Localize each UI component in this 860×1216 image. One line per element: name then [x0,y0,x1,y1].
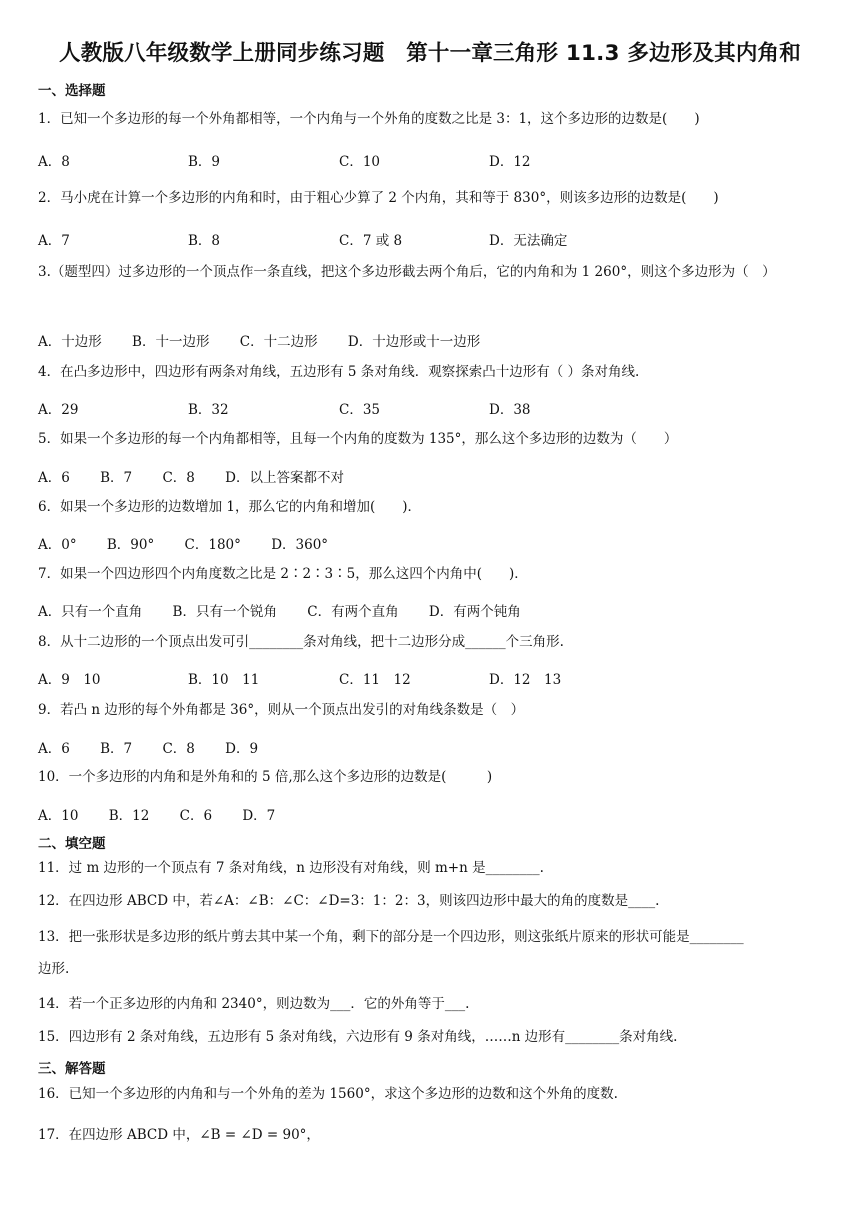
question-4: 4．在凸多边形中，四边形有两条对角线，五边形有 5 条对角线．观察探索凸十边形有（ ）条对角线. [38,364,640,380]
option-b: B．7 [100,470,133,486]
option-c: C．十二边形 [239,334,318,350]
option-d: D．12 13 [489,672,562,688]
option-b: B．9 [188,154,221,170]
option-c: C．8 [162,741,195,757]
question-10: 10．一个多边形的内角和是外角和的 5 倍,那么这个多边形的边数是( ) [38,769,493,785]
question-6-options [38,533,354,553]
option-b: B．12 [108,808,150,824]
question-15: 15．四边形有 2 条对角线，五边形有 5 条对角线，六边形有 9 条对角线，……n 边形有________条对角线. [38,1029,678,1045]
option-c: C．6 [179,808,213,824]
option-c: C．8 [162,470,195,486]
question-13: 13．把一张形状是多边形的纸片剪去其中某一个角，剩下的部分是一个四边形，则这张纸片原来的形状可能是________ [38,929,744,945]
option-d: D．9 [225,741,259,757]
option-b: B．10 11 [188,672,260,688]
option-c: C．有两个直角 [307,604,399,620]
option-a: A．只有一个直角 [38,604,143,620]
option-a: A．6 [38,741,70,757]
option-a: A．9 10 [38,672,101,688]
question-8: 8．从十二边形的一个顶点出发可引________条对角线，把十二边形分成______个三角形. [38,634,564,650]
question-9: 9．若凸 n 边形的每个外角都是 36°，则从一个顶点出发引的对角线条数是（ ） [38,702,525,718]
question-5: 5．如果一个多边形的每一个内角都相等，且每一个内角的度数为 135°，那么这个多边形的边数为（ ） [38,431,678,447]
option-d: D．360° [271,537,329,553]
option-a: A．0° [38,537,77,553]
question-9-options [38,737,284,757]
question-6: 6．如果一个多边形的边数增加 1，那么它的内角和增加( )． [38,499,422,515]
option-a: A．7 [38,233,70,249]
section-heading-answer: 三、解答题 [38,1061,106,1077]
option-b: B．8 [188,233,221,249]
option-d: D．38 [489,402,531,418]
question-16: 16．已知一个多边形的内角和与一个外角的差为 1560°，求这个多边形的边数和这个外角的度数. [38,1086,618,1102]
option-c: C．10 [339,154,381,170]
option-a: A．8 [38,154,70,170]
option-b: B．32 [188,402,229,418]
option-c: C．180° [184,537,241,553]
option-d: D．7 [242,808,276,824]
section-heading-fill: 二、填空题 [38,836,106,852]
question-12: 12．在四边形 ABCD 中，若∠A：∠B：∠C：∠D=3：1：2：3，则该四边形中最大的角的度数是____. [38,893,660,909]
option-d: D．无法确定 [489,233,568,249]
question-1: 1．已知一个多边形的每一个外角都相等，一个内角与一个外角的度数之比是 3：1，这个多边形的边数是( ) [38,111,700,127]
option-b: B．7 [100,741,133,757]
question-2: 2．马小虎在计算一个多边形的内角和时，由于粗心少算了 2 个内角，其和等于 830°，则该多边形的边数是( ) [38,190,719,206]
option-d: D．以上答案都不对 [225,470,344,486]
question-3: 3.（题型四）过多边形的一个顶点作一条直线，把这个多边形截去两个角后，它的内角和为 1 260°，则这个多边形为（ ） [38,264,776,280]
question-7: 7．如果一个四边形四个内角度数之比是 2∶2∶3∶5，那么这四个内角中( )． [38,566,528,582]
question-7-options [38,600,547,620]
page-title: 人教版八年级数学上册同步练习题 第十一章三角形 11.3 多边形及其内角和 [59,41,801,66]
option-a: A．10 [38,808,79,824]
option-a: A．十边形 [38,334,102,350]
question-3-options [38,330,506,350]
question-14: 14．若一个正多边形的内角和 2340°，则边数为___．它的外角等于___. [38,996,470,1012]
question-11: 11．过 m 边形的一个顶点有 7 条对角线，n 边形没有对角线，则 m+n 是________. [38,860,544,876]
question-10-options [38,804,301,824]
option-d: D．十边形或十一边形 [347,334,481,350]
question-5-options [38,466,370,486]
question-17: 17．在四边形 ABCD 中，∠B = ∠D = 90°， [38,1127,320,1143]
option-c: C．11 12 [339,672,411,688]
option-c: C．35 [339,402,381,418]
option-b: B．十一边形 [132,334,210,350]
option-a: A．6 [38,470,70,486]
option-d: D．有两个钝角 [428,604,521,620]
option-b: B．只有一个锐角 [172,604,277,620]
option-d: D．12 [489,154,531,170]
section-heading-choice: 一、选择题 [38,83,106,99]
question-13-continued: 边形. [38,961,70,977]
option-a: A．29 [38,402,79,418]
option-b: B．90° [106,537,155,553]
option-c: C．7 或 8 [339,233,403,249]
